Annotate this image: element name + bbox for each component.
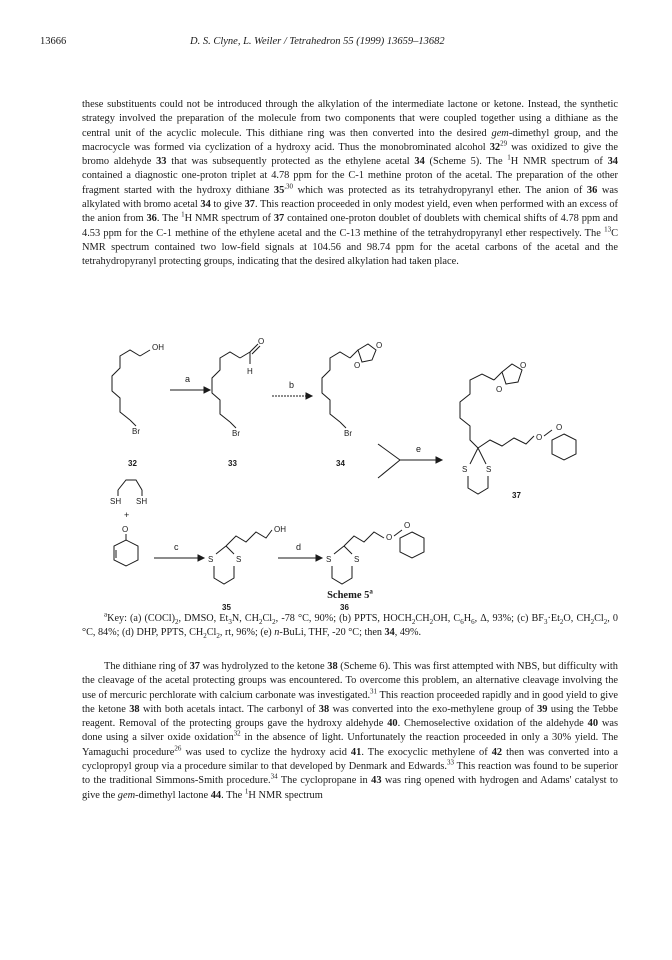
label-o: O bbox=[354, 361, 361, 370]
chain-32 bbox=[112, 350, 140, 420]
text: . The bbox=[156, 213, 182, 225]
subscript: 3 bbox=[228, 618, 232, 627]
subscript: 2 bbox=[175, 618, 179, 627]
running-title: D. S. Clyne, L. Weiler / Tetrahedron 55 (1999) 13659–13682 bbox=[190, 36, 445, 47]
text: (Scheme 5). The bbox=[424, 156, 508, 168]
compound-ref: 44 bbox=[210, 789, 222, 801]
compound-ref: 34 bbox=[384, 627, 395, 639]
text: gem bbox=[491, 127, 509, 139]
reference-mark: 26 bbox=[174, 744, 182, 753]
propanedithiol-chain bbox=[118, 480, 142, 490]
bond-dithiane-35b bbox=[226, 546, 234, 554]
compound-ref: 35 bbox=[273, 184, 285, 196]
label-br: Br bbox=[344, 429, 352, 438]
subscript: 6 bbox=[460, 618, 464, 627]
label-o: O bbox=[520, 361, 527, 370]
text: H NMR spectrum of bbox=[510, 156, 608, 168]
subscript: 2 bbox=[429, 618, 434, 627]
dioxolane-ring-34 bbox=[358, 344, 376, 362]
subscript: 2 bbox=[603, 618, 608, 627]
step-c-label: c bbox=[174, 542, 179, 552]
page-number: 13666 bbox=[40, 36, 67, 47]
label-o: O bbox=[386, 533, 393, 542]
reference-mark: 31 bbox=[370, 687, 378, 696]
compound-ref: 36 bbox=[586, 184, 598, 196]
text: , -78 °C, 90%; (b) PPTS, HOCH bbox=[275, 613, 412, 624]
bond-thp-36 bbox=[394, 530, 402, 536]
label-s: S bbox=[236, 555, 242, 564]
pyranone-ring bbox=[114, 540, 138, 566]
bond-dithiane-37b bbox=[478, 448, 486, 464]
compound-36-label: 36 bbox=[340, 603, 349, 612]
subscript: 2 bbox=[259, 618, 263, 627]
text: O, CH bbox=[563, 613, 591, 624]
compound-ref: 38 bbox=[327, 661, 338, 672]
reference-mark: ,30 bbox=[284, 182, 294, 191]
text: that was subsequently protected as the ethylene acetal bbox=[166, 156, 415, 168]
compound-ref: 36 bbox=[146, 213, 157, 225]
isotope-mark: 13 bbox=[604, 225, 612, 234]
text: CH bbox=[415, 613, 430, 624]
text: , 49%. bbox=[394, 627, 422, 639]
bond-thp-37 bbox=[544, 430, 552, 436]
text: Cl bbox=[262, 613, 273, 624]
label-o: O bbox=[556, 423, 563, 432]
label-oh: OH bbox=[274, 525, 286, 534]
text: OH, C bbox=[433, 613, 461, 624]
bond-oh-32 bbox=[140, 350, 150, 356]
footnote-mark: a bbox=[104, 610, 108, 619]
text: was done using a silver oxide oxidation bbox=[82, 718, 619, 744]
dithiane-ring-35 bbox=[214, 566, 234, 584]
text: -BuLi, THF, -20 °C; then bbox=[279, 627, 385, 639]
step-b-label: b bbox=[289, 380, 295, 390]
text: H bbox=[463, 613, 472, 624]
label-o: O bbox=[376, 341, 383, 350]
chain-37-top bbox=[460, 374, 494, 448]
text: contained one-proton doublet of doublets with chemical shifts of 4.78 ppm and 4.53 ppm for the C-1 methine of the ethylene acetal and the C-13 methine of the tetrahydropyranyl ether respectively. The bbox=[82, 213, 618, 239]
subscript: 2 bbox=[216, 632, 220, 641]
bond-dithiane-35a bbox=[216, 546, 226, 554]
paragraph-2 bbox=[82, 660, 618, 803]
arrowhead-b bbox=[306, 393, 312, 399]
label-o: O bbox=[536, 433, 543, 442]
text: ·Et bbox=[547, 613, 560, 624]
text: to give bbox=[210, 199, 245, 211]
label-h: H bbox=[247, 367, 253, 376]
text: n bbox=[274, 627, 280, 639]
arrowhead-d bbox=[316, 555, 322, 561]
paragraph-1 bbox=[82, 98, 618, 270]
compound-ref: 37 bbox=[189, 661, 200, 672]
compound-ref: 34 bbox=[414, 156, 425, 168]
bond-co-33 bbox=[250, 344, 258, 352]
bond-acetal-34 bbox=[350, 350, 358, 358]
plus-sign: + bbox=[124, 510, 130, 520]
text: This reaction proceeded rapidly and in good yield to give the ketone bbox=[82, 689, 618, 715]
text: contained a diagnostic one-proton triplet at 4.78 ppm for the C-1 methine proton of the acetal. The preparation of the other fragment started with the hydroxy dithiane bbox=[82, 170, 618, 196]
arrowhead-c bbox=[198, 555, 204, 561]
text: in the absence of light. Unfortunately the reaction proceeded in only a 30% yield. The Yamaguchi procedure bbox=[82, 732, 619, 758]
chain-34 bbox=[322, 352, 350, 422]
compound-ref: 39 bbox=[537, 703, 548, 715]
text: using the Tebbe reagent. Removal of the protecting groups gave the hydroxy aldehyde bbox=[82, 703, 618, 730]
label-o: O bbox=[258, 337, 265, 346]
text: was hydrolyzed to the ketone bbox=[200, 661, 328, 672]
text: , rt, 96%; (e) bbox=[219, 627, 275, 639]
dithiane-ring-36 bbox=[332, 566, 352, 584]
bond-br-33 bbox=[230, 422, 236, 428]
compound-35-label: 35 bbox=[222, 603, 231, 612]
text: was alkylated with bromo acetal bbox=[82, 184, 618, 211]
label-o: O bbox=[496, 385, 503, 394]
compound-ref: 34 bbox=[200, 199, 211, 211]
bond-dithiane-36b bbox=[344, 546, 352, 554]
compound-ref: 32 bbox=[489, 141, 501, 153]
compound-ref: 40 bbox=[587, 718, 599, 730]
thp-ring-36 bbox=[400, 532, 424, 558]
text: , 0 °C, 84%; (d) DHP, PPTS, CH bbox=[82, 613, 618, 639]
subscript: 2 bbox=[559, 618, 564, 627]
bond-acetal-37 bbox=[494, 372, 502, 380]
label-br: Br bbox=[132, 427, 140, 436]
compound-ref: 42 bbox=[491, 746, 503, 758]
footnote-mark: a bbox=[369, 587, 373, 596]
text: then was converted into a cyclopropyl group via a procedure similar to that developed by Denmark and Edwards. bbox=[82, 746, 618, 773]
bond-dithiane-37a bbox=[470, 448, 478, 464]
scheme-key bbox=[82, 612, 618, 641]
arrowhead-a bbox=[204, 387, 210, 393]
compound-ref: 38 bbox=[318, 703, 330, 715]
text: . This reaction proceeded in only modest yield, even when performed with an excess of the anion from bbox=[82, 199, 619, 225]
reference-mark: 34 bbox=[270, 772, 278, 781]
dioxolane-ring-37 bbox=[502, 364, 522, 384]
chain-37-right bbox=[478, 436, 534, 448]
subscript: 3 bbox=[543, 618, 548, 627]
dithiane-ring-37 bbox=[468, 476, 488, 494]
text: The dithiane ring of bbox=[104, 661, 190, 672]
text: (Scheme 6). This was first attempted with NBS, but difficulty with the cleavage of the acetal protecting groups was encountered. To overcome this problem, an alternative cleavage involving the use of mercuric perchlorate with calcium carbonate was investigated. bbox=[82, 661, 618, 701]
subscript: 2 bbox=[272, 618, 276, 627]
compound-ref: 34 bbox=[607, 156, 618, 168]
compound-ref: 33 bbox=[156, 156, 167, 168]
text: which was protected as its tetrahydropyranyl ether. The anion of bbox=[293, 184, 587, 196]
reference-mark: 33 bbox=[447, 758, 455, 767]
compound-32-label: 32 bbox=[128, 459, 137, 468]
compound-ref: 41 bbox=[350, 746, 362, 758]
bond-cho-33 bbox=[240, 352, 250, 358]
label-oh: OH bbox=[152, 343, 164, 352]
subscript: 6 bbox=[471, 618, 475, 627]
label-br: Br bbox=[232, 429, 240, 438]
label-s: S bbox=[208, 555, 214, 564]
text: . The exocyclic methylene of bbox=[361, 746, 492, 758]
label-sh: SH bbox=[136, 497, 148, 506]
label-s: S bbox=[462, 465, 468, 474]
subscript: 2 bbox=[411, 618, 416, 627]
text: -dimethyl group, and the macrocycle was formed via cyclization of a hydroxy acid. Thus the monobrominated alcohol bbox=[82, 127, 618, 153]
text: -dimethyl lactone bbox=[135, 789, 211, 801]
label-sh: SH bbox=[110, 497, 122, 506]
text: C NMR spectrum contained two low-field signals at 104.56 and 98.74 ppm for the acetal carbons of the acetal and the tetrahydropyranyl protecting groups, indicating that the desired alkylation had taken place. bbox=[82, 227, 618, 268]
bond-co2-33 bbox=[252, 346, 260, 354]
text: Cl bbox=[594, 613, 604, 624]
text: was converted into the exo-methylene group of bbox=[329, 703, 538, 715]
text: H NMR spectrum of bbox=[184, 213, 274, 225]
text: H NMR spectrum bbox=[248, 789, 323, 801]
bond-br-32 bbox=[130, 420, 136, 426]
isotope-mark: 1 bbox=[244, 787, 249, 796]
label-s: S bbox=[486, 465, 492, 474]
reference-mark: 29 bbox=[500, 139, 508, 148]
subscript: 2 bbox=[590, 618, 595, 627]
text: This reaction was found to be superior to the traditional Simmons-Smith procedure. bbox=[82, 761, 618, 787]
label-s: S bbox=[354, 555, 360, 564]
compound-34-label: 34 bbox=[336, 459, 345, 468]
subscript: 2 bbox=[203, 632, 207, 641]
arrowhead-e bbox=[436, 457, 442, 463]
converge-top bbox=[378, 444, 400, 460]
text: was oxidized to give the bromo aldehyde bbox=[82, 141, 618, 168]
label-o: O bbox=[404, 521, 411, 530]
converge-bottom bbox=[378, 460, 400, 478]
text: Cl bbox=[206, 627, 217, 639]
chain-35 bbox=[226, 530, 272, 546]
isotope-mark: 1 bbox=[507, 153, 511, 162]
label-o: O bbox=[122, 525, 129, 534]
scheme-caption bbox=[82, 587, 618, 601]
running-header bbox=[40, 36, 640, 52]
step-e-label: e bbox=[416, 444, 422, 454]
text: . The bbox=[221, 789, 245, 801]
text: these substituents could not be introduced through the alkylation of the intermediate lactone or ketone. Instead, the synthetic strategy involved the preparation of the molecule from two components that were coupled together using a dithiane as the central unit of the acyclic molecule. This dithiane ring was then converted into the desired bbox=[82, 99, 618, 139]
bond-dithiane-36a bbox=[334, 546, 344, 554]
chain-33 bbox=[212, 352, 240, 422]
bond-br-34 bbox=[340, 422, 346, 428]
label-s: S bbox=[326, 555, 332, 564]
text: . Chemoselective oxidation of the aldehyde bbox=[397, 718, 588, 730]
compound-ref: 40 bbox=[387, 718, 398, 730]
text: , Δ, 93%; (c) BF bbox=[474, 613, 544, 624]
caption-label: Scheme 5 bbox=[327, 590, 370, 601]
text: was ring opened with hydrogen and Adams' catalyst to give the bbox=[82, 775, 618, 801]
text: was used to cyclize the hydroxy acid bbox=[181, 746, 351, 758]
compound-ref: 37 bbox=[244, 199, 255, 211]
chain-36 bbox=[344, 532, 384, 546]
text: The cyclopropane in bbox=[277, 775, 372, 787]
compound-33-label: 33 bbox=[228, 459, 237, 468]
text: with both acetals intact. The carbonyl of bbox=[139, 703, 319, 715]
compound-ref: 38 bbox=[129, 703, 140, 715]
step-d-label: d bbox=[296, 542, 302, 552]
thp-ring-37 bbox=[552, 434, 576, 460]
text: Key: (a) (COCl) bbox=[107, 613, 176, 624]
isotope-mark: 1 bbox=[181, 210, 185, 219]
text: N, CH bbox=[231, 613, 260, 624]
text: gem bbox=[117, 789, 136, 801]
compound-ref: 43 bbox=[371, 775, 382, 787]
compound-ref: 37 bbox=[273, 213, 285, 225]
compound-37-label: 37 bbox=[512, 491, 521, 500]
text: , DMSO, Et bbox=[178, 613, 229, 624]
reference-mark: 32 bbox=[233, 730, 241, 739]
step-a-label: a bbox=[185, 374, 191, 384]
